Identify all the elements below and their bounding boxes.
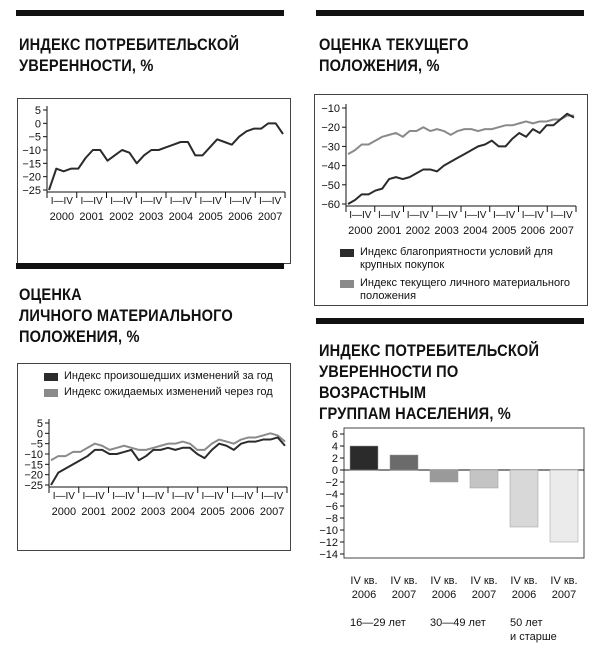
legend-label-personal-current: Индекс текущего личного материального положения [360,277,570,302]
bar [430,470,458,482]
chart-title-personal: ОЦЕНКА ЛИЧНОГО МАТЕРИАЛЬНОГО ПОЛОЖЕНИЯ, % [19,285,233,346]
year-label: 2001 [79,211,104,223]
legend-swatch-dark [340,249,354,257]
year-label: 2000 [348,225,373,237]
legend-current [340,246,580,308]
year-label: 2003 [434,225,459,237]
quarter-label: I—IV [80,196,103,207]
plot-frame-age [344,428,584,558]
category-label: IV кв. [470,575,498,587]
category-label: 2007 [471,589,497,601]
y-tick-label: −14 [319,549,338,561]
year-label: 2007 [257,211,283,223]
bar [390,455,418,470]
year-label: 2006 [228,211,253,223]
y-tick-label: 6 [331,429,338,441]
y-tick-label: −6 [325,501,338,513]
y-tick-label: −40 [321,160,340,173]
legend-swatch-mid [44,389,58,397]
y-tick-label: −10 [22,145,41,157]
chart-current [314,94,588,260]
legend-label-past: Индекс произошедших изменений за год [64,370,273,382]
y-tick-label: −20 [22,171,41,184]
quarter-label: I—IV [169,196,192,207]
y-tick-label: −20 [24,469,43,482]
y-tick-label: 0 [34,118,41,131]
year-label: 2005 [491,225,517,237]
y-tick-label: 2 [331,453,338,465]
category-label: 2006 [351,589,377,601]
quarter-label: I—IV [435,210,458,221]
y-tick-label: −10 [24,449,43,461]
quarter-label: I—IV [50,196,73,207]
year-label: 2003 [138,211,164,223]
quarter-label: I—IV [142,491,165,502]
chart-personal [17,405,291,549]
year-label: 2002 [109,211,134,223]
year-label: 2004 [170,506,196,518]
series-line-1 [348,114,574,204]
year-label: 2007 [259,506,285,518]
y-tick-label: −25 [22,185,41,197]
quarter-label: I—IV [171,491,194,502]
year-label: 2000 [51,506,77,518]
quarter-label: I—IV [261,491,284,502]
quarter-label: I—IV [140,196,163,207]
year-label: 2004 [463,225,488,237]
year-label: 2005 [200,506,225,518]
quarter-label: I—IV [110,196,133,207]
y-tick-label: −4 [325,489,338,501]
y-tick-label: 0 [331,465,338,477]
quarter-label: I—IV [82,491,105,502]
legend-item-expected [44,386,284,399]
quarter-label: I—IV [521,210,544,221]
quarter-label: I—IV [112,491,135,502]
quarter-label: I—IV [231,491,254,502]
chart-age [314,420,588,651]
quarter-label: I—IV [406,210,429,221]
legend-swatch-dark [44,373,58,381]
y-tick-label: −8 [325,513,338,525]
year-label: 2002 [111,506,136,518]
year-label: 2007 [549,225,574,237]
year-label: 2004 [168,211,194,223]
header-rule-cci [16,10,284,16]
y-tick-label: −15 [24,459,43,472]
quarter-label: I—IV [378,210,401,221]
y-tick-label: −10 [321,103,340,115]
bar [510,470,538,527]
group-label: 30—49 лет [430,617,486,629]
chart-title-current: ОЦЕНКА ТЕКУЩЕГО ПОЛОЖЕНИЯ, % [319,35,469,75]
y-tick-label: −5 [30,438,43,451]
quarter-label: I—IV [464,210,487,221]
group-label: 50 лет [510,617,543,629]
quarter-label: I—IV [199,196,222,207]
y-tick-label: 4 [331,441,338,453]
series-line-2 [348,116,574,154]
legend-label-expected: Индекс ожидаемых изменений через год [64,386,273,398]
year-label: 2002 [405,225,431,237]
year-label: 2001 [376,225,402,237]
year-label: 2000 [49,211,75,223]
y-tick-label: −20 [321,122,340,135]
y-tick-label: −5 [28,131,41,144]
year-label: 2005 [198,211,223,223]
category-label: IV кв. [350,575,378,587]
quarter-label: I—IV [229,196,252,207]
bar [470,470,498,488]
chart-title-age: ИНДЕКС ПОТРЕБИТЕЛЬСКОЙ УВЕРЕННОСТИ ПО ВОЗРАСТНЫМ ГРУППАМ НАСЕЛЕНИЯ, % [319,341,540,423]
legend-personal [44,370,284,404]
y-tick-label: 0 [36,428,43,441]
quarter-label: I—IV [550,210,573,221]
quarter-label: I—IV [259,196,282,207]
header-rule-age [316,318,584,324]
bar [350,446,378,470]
y-tick-label: −30 [321,141,340,154]
group-label: 16—29 лет [350,617,406,629]
quarter-label: I—IV [493,210,516,221]
category-label: IV кв. [550,575,578,587]
y-tick-label: −15 [22,158,41,171]
legend-item-purchases [340,246,580,272]
category-label: IV кв. [510,575,538,587]
bar [550,470,578,542]
header-rule-current [316,10,584,16]
y-tick-label: −60 [321,199,340,211]
y-tick-label: 5 [36,418,43,430]
category-label: IV кв. [430,575,458,587]
legend-swatch-mid [340,280,354,288]
chart-title-cci: ИНДЕКС ПОТРЕБИТЕЛЬСКОЙ УВЕРЕННОСТИ, % [19,35,240,75]
group-label: и старше [510,631,557,643]
legend-item-past [44,370,284,383]
y-tick-label: −2 [325,477,338,489]
y-tick-label: −50 [321,179,340,192]
year-label: 2003 [140,506,166,518]
legend-item-personal-current [340,277,580,303]
legend-label-purchases: Индекс благоприятности условий для крупных покупок [360,246,553,271]
category-label: 2006 [511,589,537,601]
chart-cci [17,98,291,264]
quarter-label: I—IV [349,210,372,221]
series-line-1 [49,123,283,190]
quarter-label: I—IV [201,491,224,502]
y-tick-label: −10 [319,525,338,537]
y-tick-label: 5 [34,105,41,117]
year-label: 2006 [520,225,546,237]
category-label: 2006 [431,589,457,601]
category-label: 2007 [551,589,577,601]
header-rule-personal [16,263,284,269]
category-label: 2007 [391,589,417,601]
year-label: 2001 [81,506,106,518]
y-tick-label: −25 [24,480,43,492]
quarter-label: I—IV [52,491,75,502]
y-tick-label: −12 [319,537,338,549]
year-label: 2006 [230,506,255,518]
category-label: IV кв. [390,575,418,587]
